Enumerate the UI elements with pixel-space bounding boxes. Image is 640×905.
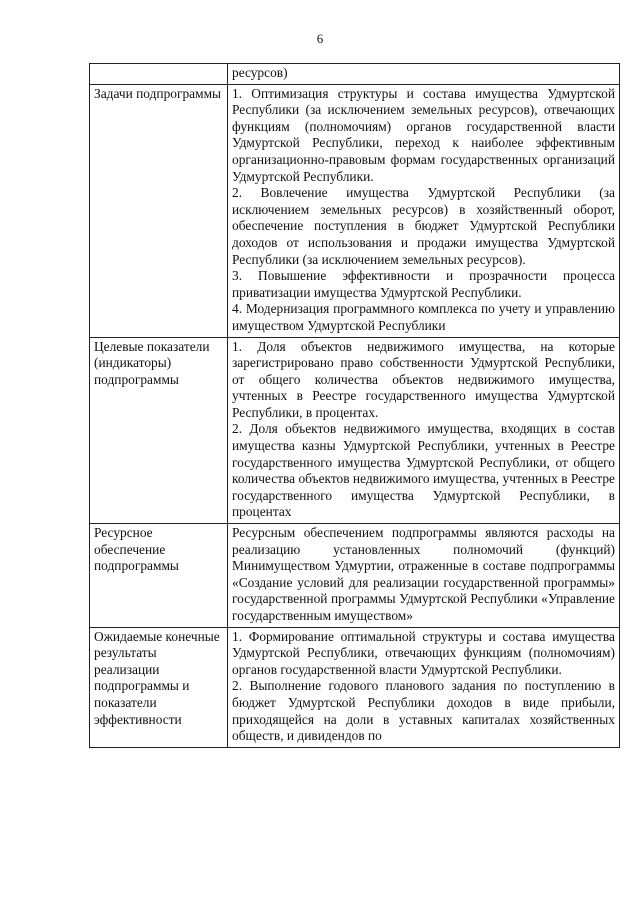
list-item: 1. Оптимизация структуры и состава имущества Удмуртской Республики (за исключением земельных ресурсов), отвечающих функциям (полномочиям) органов государственной власти Удмуртской Республики, переход к наиболее эффективным организационно-правовым формам государственных организаций Удмуртской Республики. [232, 85, 615, 184]
row-content [228, 84, 620, 337]
row-label: Ожидаемые конечные результаты реализации подпрограммы и показатели эффективности [90, 627, 228, 747]
list-item: Ресурсным обеспечением подпрограммы являются расходы на реализацию установленных полномочий (функций) Минимуществом Удмуртии, отраженные в составе подпрограммы «Создание условий для реализации государственной программы» государственной программы Удмуртской Республики «Управление государственным имуществом» [232, 525, 615, 623]
row-label: Целевые показатели (индикаторы) подпрограммы [90, 337, 228, 524]
row-label [90, 64, 228, 85]
table-row [90, 524, 620, 628]
list-item: ресурсов) [232, 65, 288, 80]
list-item: 3. Повышение эффективности и прозрачности процесса приватизации имущества Удмуртской Республики. [232, 268, 615, 300]
list-item: 4. Модернизация программного комплекса по учету и управлению имуществом Удмуртской Республики [232, 301, 615, 333]
list-item: 1. Доля объектов недвижимого имущества, на которые зарегистрировано право собственности Удмуртской Республики, от общего количества объектов недвижимого имущества, учтенных в Реестре государственного имущества Удмуртской Республики, в процентах. [232, 338, 615, 420]
table-row [90, 337, 620, 524]
table-row [90, 64, 620, 85]
list-item: 2. Выполнение годового планового задания по поступлению в бюджет Удмуртской Республики доходов в виде прибыли, приходящейся на доли в уставных капиталах хозяйственных обществ, и дивидендов по [232, 678, 615, 744]
table-row [90, 84, 620, 337]
row-content [228, 627, 620, 747]
row-content [228, 524, 620, 628]
row-content [228, 337, 620, 524]
row-label: Задачи подпрограммы [90, 84, 228, 337]
list-item: 2. Доля объектов недвижимого имущества, входящих в состав имущества казны Удмуртской Республики, учтенных в Реестре государственного имущества Удмуртской Республики, от общего количества объектов недвижимого имущества, учтенных в Реестре государственного имущества Удмуртской Республики, в процентах [232, 421, 615, 520]
list-item: 2. Вовлечение имущества Удмуртской Республики (за исключением земельных ресурсов) в хозяйственный оборот, обеспечение поступления в бюджет Удмуртской Республики доходов от использования и продажи имущества Удмуртской Республики (за исключением земельных ресурсов). [232, 185, 615, 267]
row-label: Ресурсное обеспечение подпрограммы [90, 524, 228, 628]
page-number: 6 [316, 31, 324, 46]
table-row [90, 627, 620, 747]
subprogram-passport-table [89, 63, 620, 748]
row-content [228, 64, 620, 85]
list-item: 1. Формирование оптимальной структуры и состава имущества Удмуртской Республики, отвечающих функциям (полномочиям) органов государственной власти Удмуртской Республики. [232, 628, 615, 677]
